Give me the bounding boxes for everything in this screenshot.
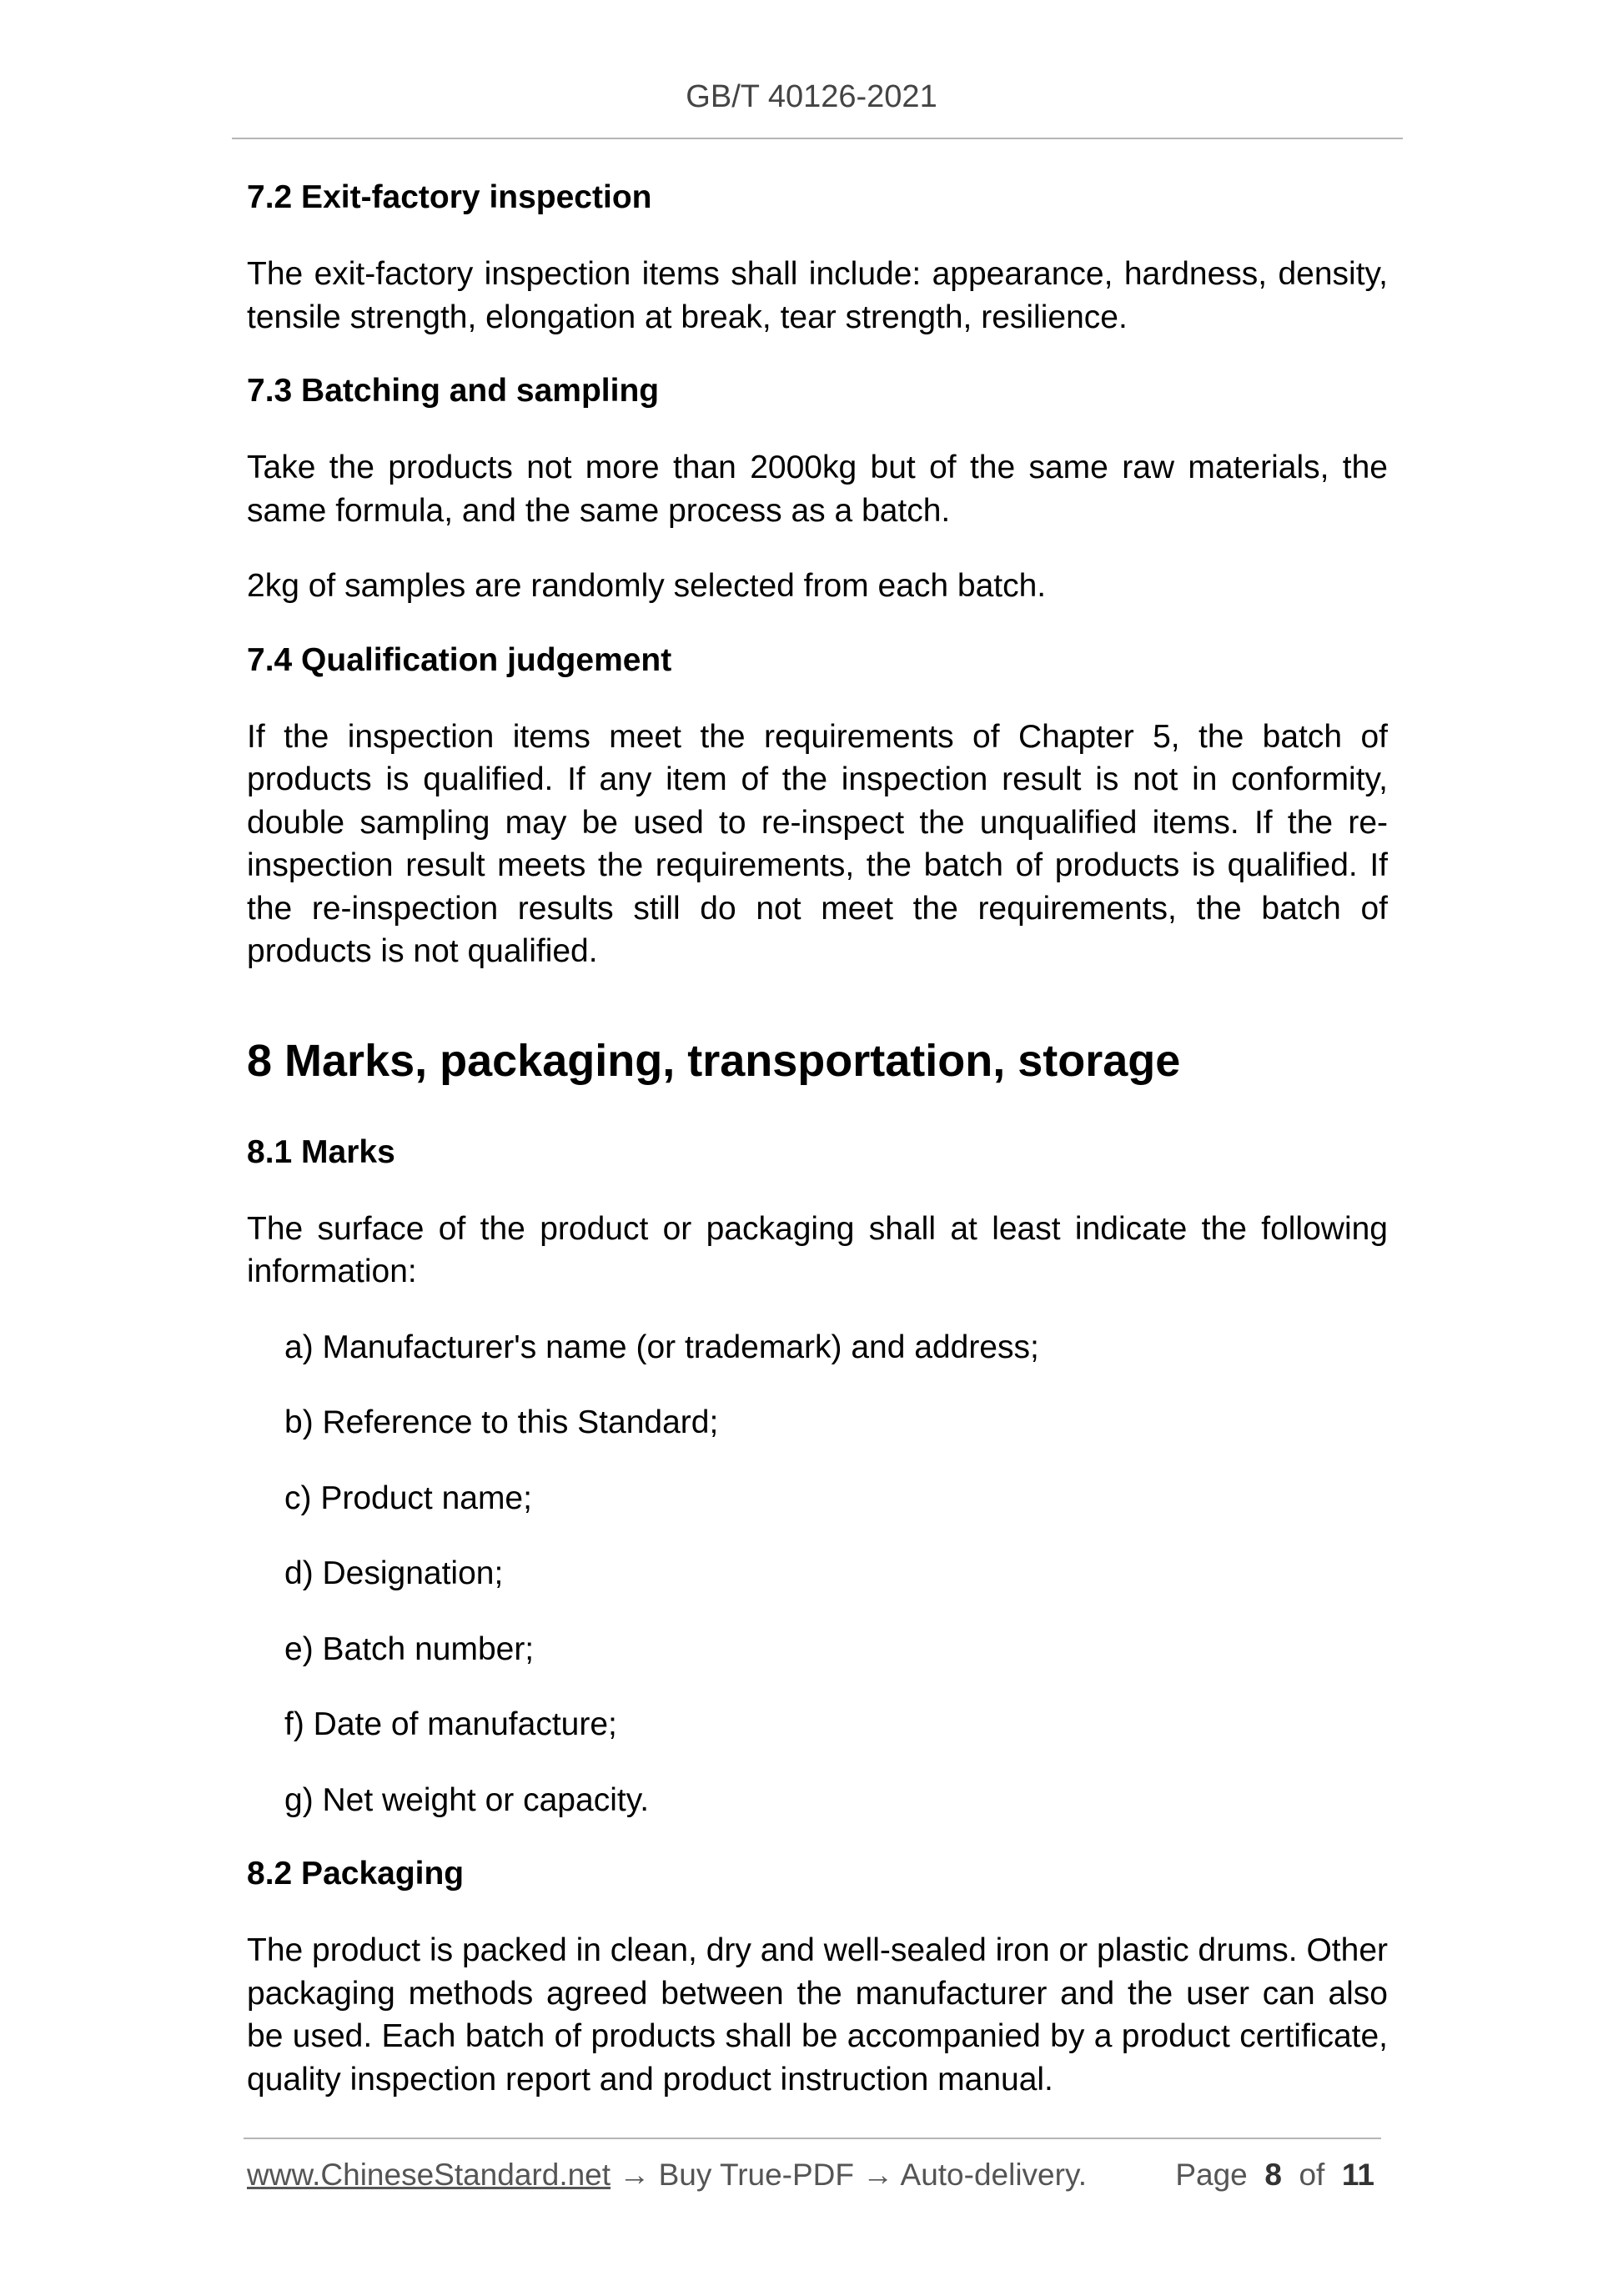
section-7-3-heading: 7.3 Batching and sampling bbox=[247, 373, 660, 409]
page-header-doc-id: GB/T 40126-2021 bbox=[686, 79, 937, 114]
section-8-2-heading: 8.2 Packaging bbox=[247, 1856, 465, 1892]
section-7-2-heading: 7.2 Exit-factory inspection bbox=[247, 179, 652, 215]
marks-list-item-f: f) Date of manufacture; bbox=[284, 1706, 617, 1742]
document-body bbox=[247, 167, 1388, 2101]
section-7-2-paragraph: The exit-factory inspection items shall include: appearance, hardness, density, tensile strength, elongation at break, tear strength, resilience. bbox=[247, 256, 1388, 335]
marks-list-item-b: b) Reference to this Standard; bbox=[284, 1404, 719, 1440]
page-number-indicator bbox=[1175, 2158, 1374, 2193]
section-7-4-paragraph: If the inspection items meet the requirements of Chapter 5, the batch of products is qualified. If any item of the inspection result is not in conformity, double sampling may be used to re-inspect the unqualified items. If the re-inspection result meets the requirements, the batch of products is qualified. If the re-inspection results still do not meet the requirements, the batch of products is not qualified. bbox=[247, 718, 1388, 969]
page-of-label: of bbox=[1299, 2158, 1325, 2192]
marks-list-item-c: c) Product name; bbox=[284, 1480, 532, 1516]
page-label: Page bbox=[1175, 2158, 1248, 2192]
marks-list-item-d: d) Designation; bbox=[284, 1555, 504, 1591]
footer-divider bbox=[244, 2138, 1381, 2139]
header-divider bbox=[232, 138, 1403, 139]
section-8-1-paragraph: The surface of the product or packaging shall at least indicate the following information: bbox=[247, 1210, 1388, 1289]
chapter-8-heading: 8 Marks, packaging, transportation, storage bbox=[247, 1035, 1181, 1086]
footer-website-link[interactable]: www.ChineseStandard.net bbox=[247, 2158, 611, 2192]
section-8-2-paragraph: The product is packed in clean, dry and well-sealed iron or plastic drums. Other packaging methods agreed between the manufacturer and the user can also be used. Each batch of products shall be accompanied by a product certificate, quality inspection report and product instruction manual. bbox=[247, 1932, 1388, 2098]
marks-list-item-g: g) Net weight or capacity. bbox=[284, 1781, 650, 1818]
current-page-number: 8 bbox=[1264, 2158, 1282, 2192]
marks-list-item-a: a) Manufacturer's name (or trademark) and address; bbox=[284, 1329, 1039, 1365]
section-7-4-heading: 7.4 Qualification judgement bbox=[247, 641, 672, 678]
section-8-1-heading: 8.1 Marks bbox=[247, 1133, 395, 1170]
section-7-3-paragraph-2: 2kg of samples are randomly selected from each batch. bbox=[247, 568, 1047, 604]
footer-tagline: → Buy True-PDF → Auto-delivery. bbox=[611, 2158, 1087, 2192]
marks-list-item-e: e) Batch number; bbox=[284, 1630, 535, 1667]
total-pages-number: 11 bbox=[1341, 2158, 1374, 2192]
section-7-3-paragraph-1: Take the products not more than 2000kg but of the same raw materials, the same formula, and the same process as a batch. bbox=[247, 450, 1388, 529]
page-footer bbox=[247, 2158, 1378, 2193]
